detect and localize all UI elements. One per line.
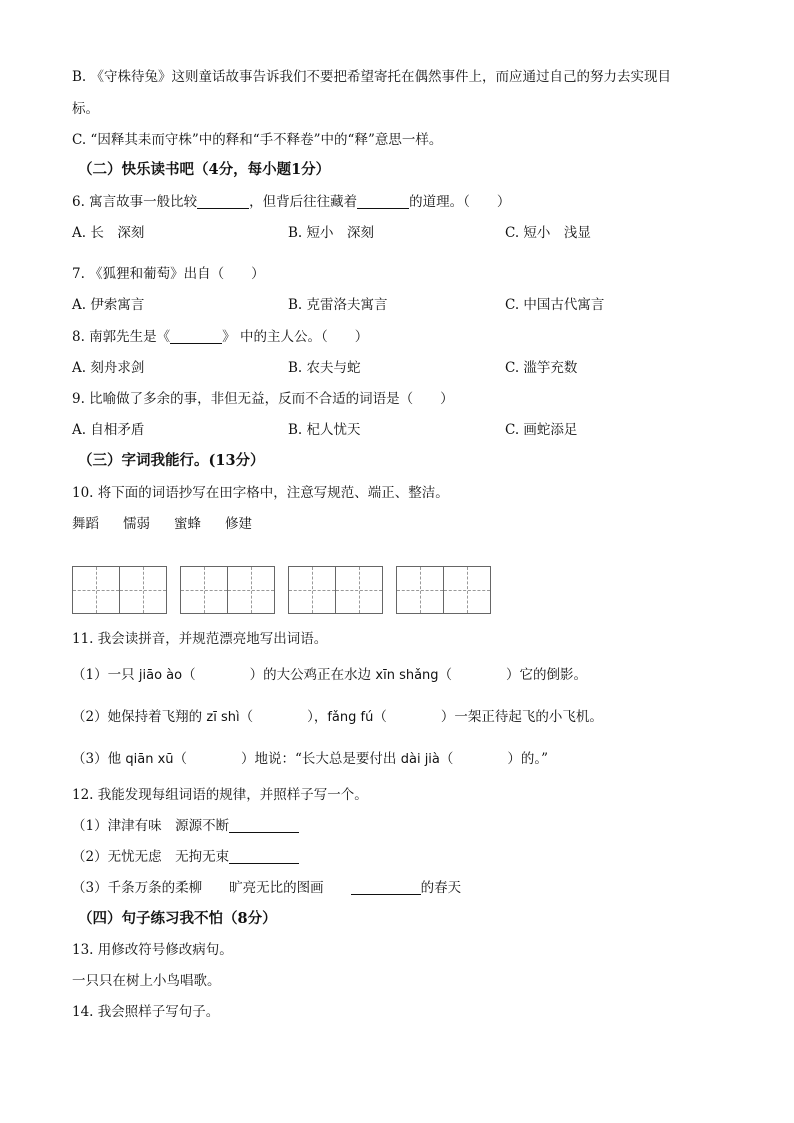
q11-line-2 bbox=[72, 708, 603, 727]
q12-stem: 12. 我能发现每组词语的规律，并照样子写一个。 bbox=[72, 787, 368, 803]
q11-pinyin: jiāo ào bbox=[138, 668, 183, 683]
q11-l1-b: （ ）的大公鸡正在水边 bbox=[182, 667, 376, 683]
q12-l1-text: （1）津津有味 源源不断 bbox=[72, 818, 230, 834]
q11-l2-a: （2）她保持着飞翔的 bbox=[72, 709, 207, 725]
tianzige-cell[interactable] bbox=[227, 566, 275, 614]
q11-stem: 11. 我会读拼音，并规范漂亮地写出词语。 bbox=[72, 631, 328, 647]
tianzige-cell[interactable] bbox=[335, 566, 383, 614]
q11-l3-c: （ ）的。” bbox=[439, 751, 549, 767]
q12-l2-text: （2）无忧无虑 无拘无束 bbox=[72, 849, 230, 865]
q11-pinyin: qiān xū bbox=[125, 752, 174, 767]
q6-option-b[interactable]: B. 短小 深刻 bbox=[288, 225, 375, 241]
q11-line-1 bbox=[72, 666, 587, 685]
q11-pinyin: dài jià bbox=[400, 752, 440, 767]
q6-stem bbox=[72, 193, 510, 211]
q7-option-a[interactable]: A. 伊索寓言 bbox=[72, 297, 145, 313]
tianzige-cell[interactable] bbox=[180, 566, 228, 614]
section2-heading: （二）快乐读书吧（4分，每小题1分） bbox=[78, 161, 331, 178]
q12-line-3 bbox=[72, 879, 461, 897]
q10-stem: 10. 将下面的词语抄写在田字格中，注意写规范、端正、整洁。 bbox=[72, 485, 449, 501]
q10-words bbox=[72, 515, 276, 533]
q11-pinyin: fǎng fú bbox=[327, 710, 374, 725]
tianzige-pair-4 bbox=[396, 566, 490, 614]
q8-option-c[interactable]: C. 滥竽充数 bbox=[505, 360, 578, 376]
q12-line-1 bbox=[72, 817, 299, 835]
q13-sentence: 一只只在树上小鸟唱歌。 bbox=[72, 973, 221, 989]
q6-blank-2[interactable] bbox=[357, 194, 409, 209]
q5-option-b-line1: B. 《守株待兔》这则童话故事告诉我们不要把希望寄托在偶然事件上，而应通过自己的努力去实现目 bbox=[72, 69, 672, 85]
q11-l1-c: （ ）它的倒影。 bbox=[438, 667, 588, 683]
q11-pinyin: xīn shǎng bbox=[375, 668, 439, 683]
q7-stem: 7. 《狐狸和葡萄》出自（ ） bbox=[72, 266, 265, 282]
q10-word: 蜜蜂 bbox=[174, 516, 201, 532]
q12-l3-b: 的春天 bbox=[420, 880, 462, 896]
tianzige-cell[interactable] bbox=[119, 566, 167, 614]
q8-stem-a: 8. 南郭先生是《 bbox=[72, 329, 171, 345]
section3-heading: （三）字词我能行。(13分） bbox=[78, 452, 265, 469]
q6-stem-b: ，但背后往往藏着 bbox=[249, 194, 358, 210]
tianzige-cell[interactable] bbox=[443, 566, 491, 614]
q6-option-a[interactable]: A. 长 深刻 bbox=[72, 225, 145, 241]
q11-l1-a: （1）一只 bbox=[72, 667, 139, 683]
q6-option-c[interactable]: C. 短小 浅显 bbox=[505, 225, 591, 241]
q6-stem-c: 的道理。（ ） bbox=[409, 194, 511, 210]
q7-option-c[interactable]: C. 中国古代寓言 bbox=[505, 297, 605, 313]
tianzige-cell[interactable] bbox=[72, 566, 120, 614]
q14-stem: 14. 我会照样子写句子。 bbox=[72, 1004, 220, 1020]
q13-stem: 13. 用修改符号修改病句。 bbox=[72, 942, 233, 958]
q12-blank-1[interactable] bbox=[229, 818, 299, 833]
q8-option-a[interactable]: A. 刻舟求剑 bbox=[72, 360, 145, 376]
q8-option-b[interactable]: B. 农夫与蛇 bbox=[288, 360, 361, 376]
q12-blank-3[interactable] bbox=[351, 880, 421, 895]
q8-blank[interactable] bbox=[170, 329, 222, 344]
q8-stem bbox=[72, 328, 368, 346]
q10-word: 懦弱 bbox=[123, 516, 150, 532]
section4-heading: （四）句子练习我不怕（8分） bbox=[78, 910, 277, 927]
q7-option-b[interactable]: B. 克雷洛夫寓言 bbox=[288, 297, 388, 313]
q9-stem: 9. 比喻做了多余的事，非但无益，反而不合适的词语是（ ） bbox=[72, 391, 454, 407]
q11-l3-b: （ ）地说：“长大总是要付出 bbox=[173, 751, 401, 767]
q9-option-c[interactable]: C. 画蛇添足 bbox=[505, 422, 578, 438]
q11-l3-a: （3）他 bbox=[72, 751, 126, 767]
q11-l2-c: （ ）一架正待起飞的小飞机。 bbox=[373, 709, 603, 725]
q6-stem-a: 6. 寓言故事一般比较 bbox=[72, 194, 198, 210]
tianzige-pair-1 bbox=[72, 566, 166, 614]
q10-word: 舞蹈 bbox=[72, 516, 99, 532]
tianzige-pair-3 bbox=[288, 566, 382, 614]
q10-word: 修建 bbox=[225, 516, 252, 532]
q5-option-b-line2: 标。 bbox=[72, 101, 99, 117]
q11-line-3 bbox=[72, 750, 548, 769]
q9-option-b[interactable]: B. 杞人忧天 bbox=[288, 422, 361, 438]
tianzige-cell[interactable] bbox=[396, 566, 444, 614]
q12-l3-a: （3）千条万条的柔柳 旷亮无比的图画 bbox=[72, 880, 351, 896]
q11-l2-b: （ ）， bbox=[239, 709, 328, 725]
q12-line-2 bbox=[72, 848, 299, 866]
q5-option-c: C. “因释其耒而守株”中的释和“手不释卷”中的“释”意思一样。 bbox=[72, 132, 443, 148]
q9-option-a[interactable]: A. 自相矛盾 bbox=[72, 422, 145, 438]
q8-stem-b: 》 中的主人公。（ ） bbox=[222, 329, 369, 345]
q6-blank-1[interactable] bbox=[197, 194, 249, 209]
tianzige-cell[interactable] bbox=[288, 566, 336, 614]
q12-blank-2[interactable] bbox=[229, 849, 299, 864]
q11-pinyin: zī shì bbox=[206, 710, 240, 725]
tianzige-pair-2 bbox=[180, 566, 274, 614]
